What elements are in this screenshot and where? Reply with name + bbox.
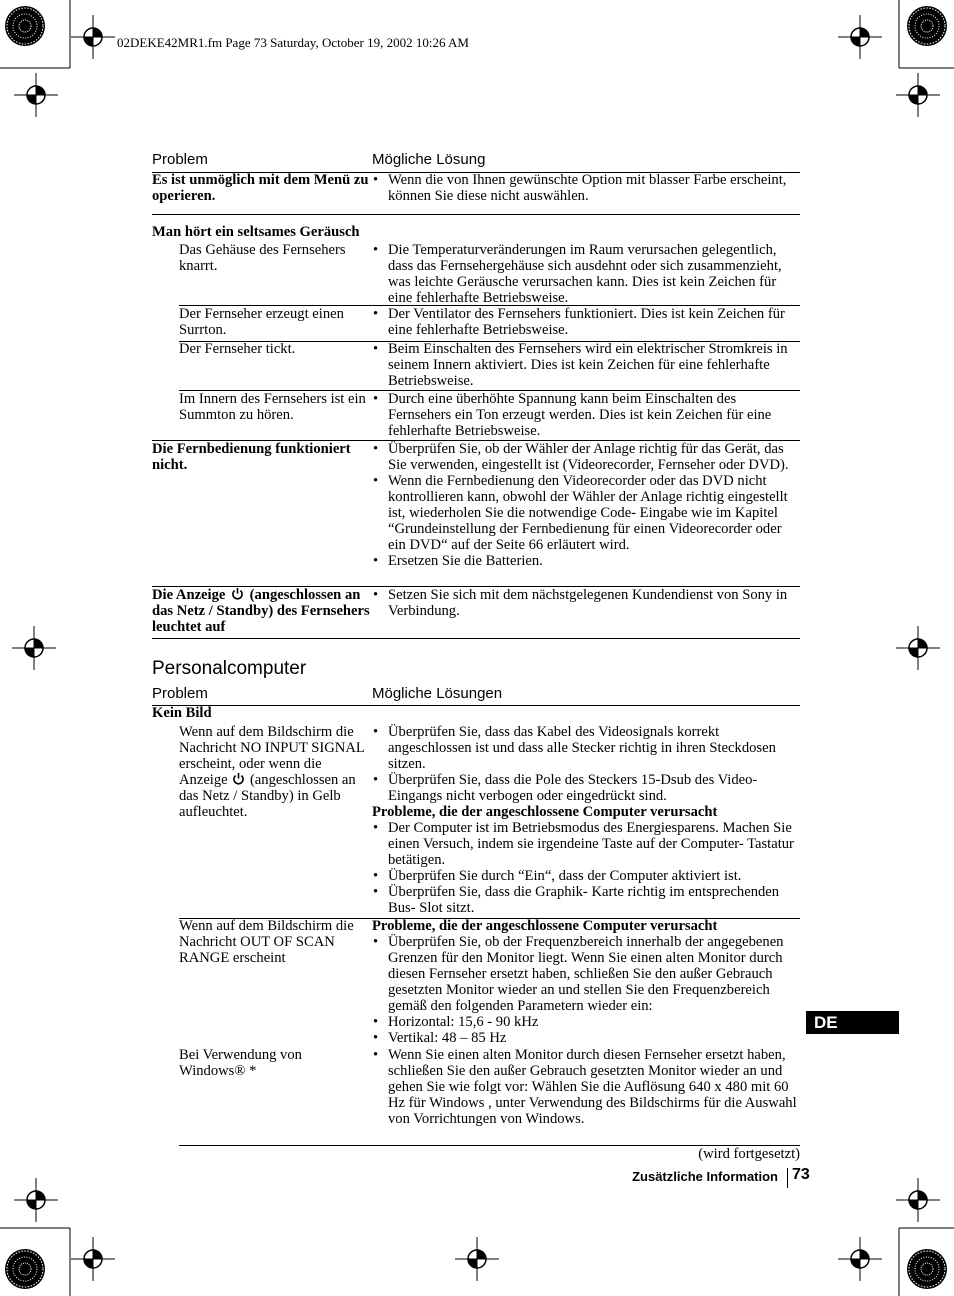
col-header-problem: Problem — [152, 151, 208, 168]
solution-item: • Überprüfen Sie, ob der Wähler der Anlage richtig für das Gerät, das Sie verwenden, eingestellt ist (Videorecorder, Fernseher oder DVD). — [372, 441, 800, 473]
power-standby-icon — [232, 772, 245, 785]
solution-list — [372, 242, 800, 306]
sub-problem-text-b: (angeschlossen an das Netz / Standby) in Gelb aufleuchtet. — [179, 772, 356, 820]
solution-subhead: Probleme, die der angeschlossene Computer verursacht — [372, 804, 718, 820]
solution-list — [372, 1047, 800, 1127]
section-title: Personalcomputer — [152, 658, 307, 679]
solution-item: • Überprüfen Sie, dass die Graphik- Karte richtig im entsprechenden Bus- Slot sitzt. — [372, 884, 800, 916]
problem-text: Die Fernbedienung funktioniert nicht. — [152, 441, 351, 473]
solution-item: • Setzen Sie sich mit dem nächstgelegenen Kundendienst von Sony in Verbindung. — [372, 587, 800, 619]
problem-text-a: Die Anzeige — [152, 587, 226, 603]
sub-problem-text-a: Wenn auf dem Bildschirm die Nachricht NO INPUT SIGNAL erscheint, oder wenn die Anzeige — [179, 724, 365, 788]
solution-list — [372, 306, 800, 338]
sub-problem-text: Das Gehäuse des Fernsehers knarrt. — [179, 242, 346, 274]
solution-item: • Der Computer ist im Betriebsmodus des Energiesparens. Machen Sie einen Versuch, indem sie irgendeine Taste auf der Computer- Tastatur betätigen. — [372, 820, 800, 868]
divider — [152, 638, 800, 639]
sub-problem-text — [179, 724, 371, 820]
solution-list — [372, 441, 800, 569]
sub-problem-text: Wenn auf dem Bildschirm die Nachricht OUT OF SCAN RANGE erscheint — [179, 918, 354, 966]
solution-item: • Horizontal: 15,6 - 90 kHz — [372, 1014, 800, 1030]
solution-block — [372, 724, 800, 916]
page-number: 73 — [792, 1166, 810, 1183]
solution-item: • Vertikal: 48 – 85 Hz — [372, 1030, 800, 1046]
problem-heading: Kein Bild — [152, 705, 212, 721]
divider — [152, 214, 800, 215]
solution-list — [372, 934, 800, 1046]
col-header-solution: Mögliche Lösung — [372, 151, 486, 168]
solution-block — [372, 918, 800, 1046]
solution-list — [372, 172, 800, 204]
solution-item: • Überprüfen Sie durch “Ein“, dass der Computer aktiviert ist. — [372, 868, 800, 884]
solution-list — [372, 341, 800, 389]
col-header-solution: Mögliche Lösungen — [372, 685, 503, 702]
solution-list — [372, 587, 800, 619]
file-stamp: 02DEKE42MR1.fm Page 73 Saturday, October 19, 2002 10:26 AM — [117, 35, 469, 50]
solution-item: • Wenn die von Ihnen gewünschte Option mit blasser Farbe erscheint, können Sie diese nicht auswählen. — [372, 172, 800, 204]
solution-item: • Die Temperaturveränderungen im Raum verursachen gelegentlich, dass das Fernsehergehäuse sich ausdehnt oder sich zusammenzieht, was leichte Geräusche verursachen kann. Dies ist kein Zeichen für eine fehlerhafte Betriebsweise. — [372, 242, 800, 306]
solution-item: • Wenn Sie einen alten Monitor durch diesen Fernseher ersetzt haben, schließen Sie den außer Gebrauch gesetzten Monitor wieder an und gehen Sie wie folgt vor: Wählen Sie die Auflösung 640 x 480 mit 60 Hz für Windows , unter Verwendung des Bildschirms für die Auswahl von Vorrichtungen von Windows. — [372, 1047, 800, 1127]
col-header-problem: Problem — [152, 685, 208, 702]
solution-list — [372, 724, 800, 804]
language-tab: DE — [806, 1011, 899, 1034]
footer-section: Zusätzliche Information — [632, 1169, 778, 1184]
solution-item: • Überprüfen Sie, dass die Pole des Steckers 15-Dsub des Video-Eingangs nicht verbogen oder eingedrückt sind. — [372, 772, 800, 804]
footer-divider — [787, 1168, 788, 1188]
continued-note: (wird fortgesetzt) — [698, 1146, 800, 1162]
solution-item: • Wenn die Fernbedienung den Videorecorder oder das DVD nicht kontrollieren kann, obwohl der Wähler der Anlage richtig eingestellt ist, wiederholen Sie die notwendige Code- Eingabe wie im Kapitel “Grundeinstellung der Fernbedienung für einen Videorecorder oder ein DVD“ auf der Seite 66 erläutert wird. — [372, 473, 800, 553]
problem-text: Es ist unmöglich mit dem Menü zu operieren. — [152, 172, 369, 204]
problem-text-b: (angeschlossen an das Netz / Standby) des Fernsehers leuchtet auf — [152, 587, 370, 635]
solution-list — [372, 391, 800, 439]
solution-item: • Überprüfen Sie, dass das Kabel des Videosignals korrekt angeschlossen ist und dass alle Stecker richtig in ihren Steckdosen sitzen. — [372, 724, 800, 772]
problem-text — [152, 587, 370, 635]
sub-problem-text: Im Innern des Fernsehers ist ein Summton zu hören. — [179, 391, 366, 423]
solution-item: • Der Ventilator des Fernsehers funktioniert. Dies ist kein Zeichen für eine fehlerhafte Betriebsweise. — [372, 306, 800, 338]
solution-list — [372, 820, 800, 916]
solution-item: • Beim Einschalten des Fernsehers wird ein elektrischer Stromkreis in seinem Innern aktiviert. Dies ist kein Zeichen für eine fehlerhafte Betriebsweise. — [372, 341, 800, 389]
sub-problem-text: Der Fernseher tickt. — [179, 341, 296, 357]
solution-item: • Durch eine überhöhte Spannung kann beim Einschalten des Fernsehers ein Ton erzeugt werden. Dies ist kein Zeichen für eine fehlerhafte Betriebsweise. — [372, 391, 800, 439]
sub-problem-text: Bei Verwendung von Windows® * — [179, 1047, 302, 1079]
solution-item: • Ersetzen Sie die Batterien. — [372, 553, 800, 569]
power-standby-icon — [231, 587, 244, 600]
problem-heading: Man hört ein seltsames Geräusch — [152, 224, 360, 240]
divider — [152, 705, 800, 706]
sub-problem-text: Der Fernseher erzeugt einen Surrton. — [179, 306, 344, 338]
solution-subhead: Probleme, die der angeschlossene Computer verursacht — [372, 918, 718, 934]
solution-item: • Überprüfen Sie, ob der Frequenzbereich innerhalb der angegebenen Grenzen für den Monitor liegt. Wenn Sie einen alten Monitor durch diesen Fernseher ersetzt haben, schließen Sie den außer Gebrauch gesetzten Monitor wieder an und stellen Sie den Frequenzbereich gemäß den folgenden Parametern wieder ein: — [372, 934, 800, 1014]
